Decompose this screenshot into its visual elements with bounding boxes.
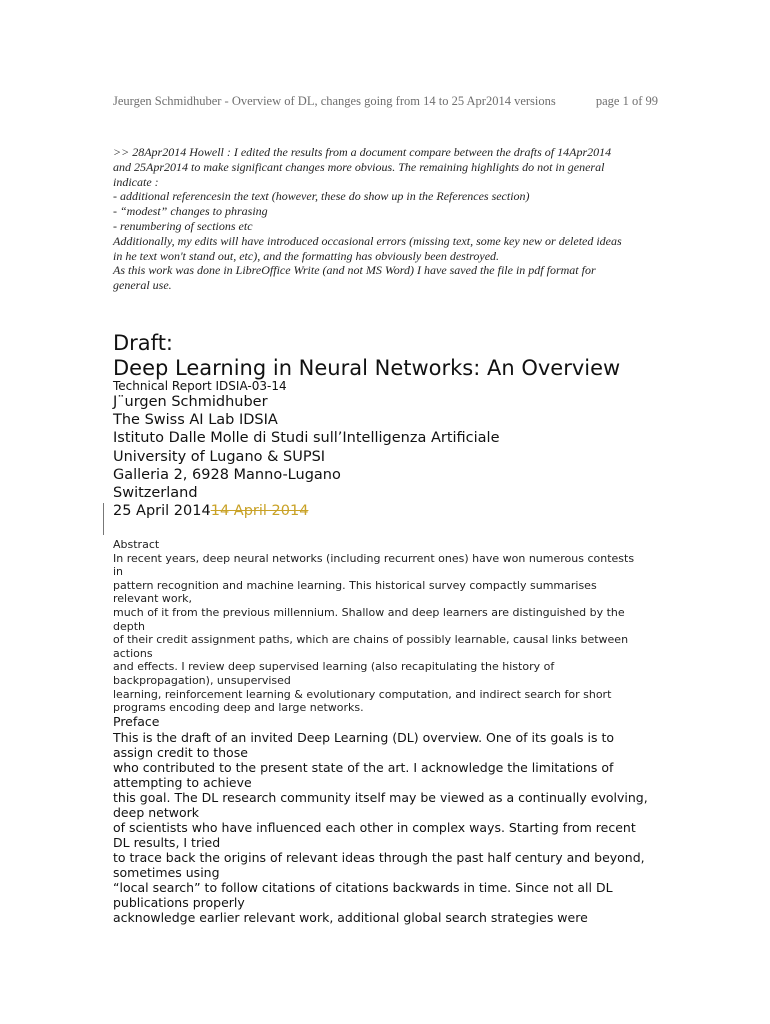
affiliation-line: The Swiss AI Lab IDSIA: [113, 412, 278, 429]
document-title: [113, 331, 620, 381]
preface-line: deep network: [113, 805, 199, 820]
abstract-line: depth: [113, 619, 146, 633]
title-line-main: Deep Learning in Neural Networks: An Overview: [113, 356, 621, 380]
preface-heading: Preface: [113, 714, 160, 729]
editor-note-line: and 25Apr2014 to make significant changes more obvious. The remaining highlights do not in general: [113, 159, 605, 174]
preface-line: who contributed to the present state of the art. I acknowledge the limitations of: [113, 760, 614, 775]
preface-line: of scientists who have influenced each other in complex ways. Starting from recent: [113, 820, 636, 835]
editor-note-line: - additional referencesin the text (however, these do show up in the References section): [113, 189, 530, 204]
abstract-line: learning, reinforcement learning & evolutionary computation, and indirect search for short: [113, 687, 612, 701]
affiliation-line: Istituto Dalle Molle di Studi sull’Intelligenza Artificiale: [113, 430, 500, 447]
affiliation-line: University of Lugano & SUPSI: [113, 448, 326, 465]
editor-note-line: As this work was done in LibreOffice Write (and not MS Word) I have saved the file in pdf format for: [113, 263, 596, 278]
title-line-draft: Draft:: [113, 331, 174, 355]
text-cursor-mark: [103, 503, 104, 535]
author-name: J¨urgen Schmidhuber: [113, 394, 268, 410]
preface-line: acknowledge earlier relevant work, additional global search strategies were: [113, 910, 588, 925]
author-block: [113, 393, 500, 520]
editor-note-line: Additionally, my edits will have introduced occasional errors (missing text, some key new or deleted ideas: [113, 233, 622, 248]
affiliation-line: Galleria 2, 6928 Manno-Lugano: [113, 466, 341, 483]
editor-note-line: - renumbering of sections etc: [113, 218, 253, 233]
date-line: [113, 502, 500, 520]
editor-note-line: general use.: [113, 278, 172, 293]
tech-report-number: Technical Report IDSIA-03-14: [113, 379, 287, 393]
abstract-line: of their credit assignment paths, which are chains of possibly learnable, causal links between: [113, 633, 629, 647]
date-old-deleted: 14 April 2014: [210, 503, 309, 520]
abstract-line: programs encoding deep and large networks.: [113, 701, 364, 715]
affiliation-line: Switzerland: [113, 485, 198, 502]
preface-line: this goal. The DL research community itself may be viewed as a continually evolving,: [113, 790, 648, 805]
editor-note-line: - “modest” changes to phrasing: [113, 204, 268, 219]
preface-line: to trace back the origins of relevant ideas through the past half century and beyond,: [113, 850, 645, 865]
editor-note-line: indicate :: [113, 174, 159, 189]
abstract-heading: Abstract: [113, 538, 160, 551]
editor-note: [113, 145, 653, 293]
preface-line: attempting to achieve: [113, 775, 252, 790]
page-number: page 1 of 99: [595, 94, 658, 108]
abstract-line: actions: [113, 646, 153, 660]
editor-note-line: in he text won't stand out, etc), and the formatting has obviously been destroyed.: [113, 248, 500, 263]
preface-line: publications properly: [113, 895, 245, 910]
editor-note-line: >> 28Apr2014 Howell : I edited the results from a document compare between the drafts of 14Apr2014: [113, 145, 612, 159]
abstract-line: in: [113, 565, 124, 579]
abstract-line: pattern recognition and machine learning. This historical survey compactly summarises: [113, 578, 597, 592]
preface-line: This is the draft of an invited Deep Learning (DL) overview. One of its goals is to: [113, 730, 615, 745]
header-title: Jeurgen Schmidhuber - Overview of DL, changes going from 14 to 25 Apr2014 versions: [113, 94, 556, 108]
abstract-line: backpropagation), unsupervised: [113, 673, 291, 687]
preface-line: sometimes using: [113, 865, 220, 880]
preface-section: [113, 730, 658, 925]
abstract-line: In recent years, deep neural networks (including recurrent ones) have won numerous contests: [113, 551, 635, 565]
abstract-section: [113, 538, 658, 715]
preface-line: assign credit to those: [113, 745, 248, 760]
date-new: 25 April 2014: [113, 503, 211, 520]
preface-line: “local search” to follow citations of citations backwards in time. Since not all DL: [113, 880, 613, 895]
abstract-line: relevant work,: [113, 592, 193, 606]
abstract-line: much of it from the previous millennium. Shallow and deep learners are distinguished by the: [113, 605, 625, 619]
abstract-line: and effects. I review deep supervised learning (also recapitulating the history of: [113, 660, 555, 674]
preface-line: DL results, I tried: [113, 835, 221, 850]
